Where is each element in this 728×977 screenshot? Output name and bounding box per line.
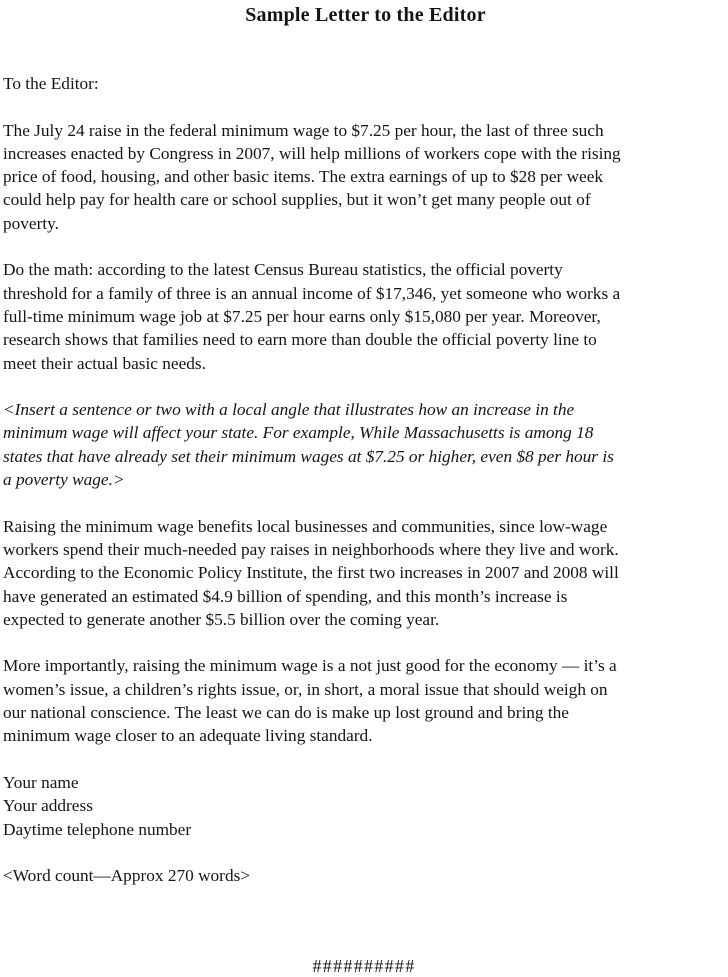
text-line: Your name bbox=[3, 772, 79, 792]
text-line: a poverty wage.> bbox=[3, 470, 125, 490]
text-line: threshold for a family of three is an annual income of $17,346, yet someone who works a bbox=[3, 283, 621, 303]
signature-block bbox=[3, 771, 728, 841]
text-line: <Insert a sentence or two with a local angle that illustrates how an increase in the bbox=[3, 400, 575, 420]
text-line: states that have already set their minimum wages at $7.25 or higher, even $8 per hour is bbox=[3, 446, 614, 466]
text-line: Raising the minimum wage benefits local businesses and communities, since low-wage bbox=[3, 516, 608, 536]
text-line: <Word count—Approx 270 words> bbox=[3, 866, 251, 886]
letter-title: Sample Letter to the Editor bbox=[245, 4, 486, 26]
text-line: To the Editor: bbox=[3, 74, 99, 93]
word-count-note bbox=[3, 864, 728, 887]
paragraph-wage-raise bbox=[3, 119, 728, 235]
letter-content bbox=[3, 2, 728, 911]
text-line: minimum wage will affect your state. For example, While Massachusetts is among 18 bbox=[3, 423, 594, 443]
text-line: research shows that families need to earn more than double the official poverty line to bbox=[3, 330, 597, 350]
text-line: full-time minimum wage job at $7.25 per hour earns only $15,080 per year. Moreover, bbox=[3, 306, 601, 326]
text-line: More importantly, raising the minimum wage is a not just good for the economy — it’s a bbox=[3, 656, 617, 676]
text-line: women’s issue, a children’s rights issue, or, in short, a moral issue that should weigh on bbox=[3, 679, 608, 699]
text-line: meet their actual basic needs. bbox=[3, 353, 206, 373]
letter-body bbox=[3, 72, 728, 887]
text-line: Daytime telephone number bbox=[3, 819, 192, 839]
text-line: could help pay for health care or school supplies, but it won’t get many people out of bbox=[3, 190, 591, 210]
text-line: our national conscience. The least we can do is make up lost ground and bring the bbox=[3, 703, 569, 723]
paragraph-local-businesses bbox=[3, 515, 728, 631]
text-line: price of food, housing, and other basic items. The extra earnings of up to $28 per week bbox=[3, 167, 604, 187]
text-line: Your address bbox=[3, 796, 93, 816]
paragraph-do-the-math bbox=[3, 258, 728, 374]
salutation bbox=[3, 72, 728, 95]
text-line: minimum wage closer to an adequate living standard. bbox=[3, 726, 373, 746]
text-line: The July 24 raise in the federal minimum wage to $7.25 per hour, the last of three such bbox=[3, 120, 604, 140]
local-angle-placeholder bbox=[3, 398, 728, 491]
text-line: increases enacted by Congress in 2007, will help millions of workers cope with the rising bbox=[3, 143, 621, 163]
text-line: poverty. bbox=[3, 213, 59, 233]
text-line: workers spend their much-needed pay raises in neighborhoods where they live and work. bbox=[3, 539, 619, 559]
text-line: Do the math: according to the latest Census Bureau statistics, the official poverty bbox=[3, 260, 563, 280]
paragraph-moral-issue bbox=[3, 654, 728, 747]
page-number-placeholder: ########## bbox=[312, 956, 416, 976]
text-line: expected to generate another $5.5 billion over the coming year. bbox=[3, 609, 440, 629]
text-line: have generated an estimated $4.9 billion of spending, and this month’s increase is bbox=[3, 586, 568, 606]
text-line: According to the Economic Policy Institute, the first two increases in 2007 and 2008 will bbox=[3, 563, 619, 583]
